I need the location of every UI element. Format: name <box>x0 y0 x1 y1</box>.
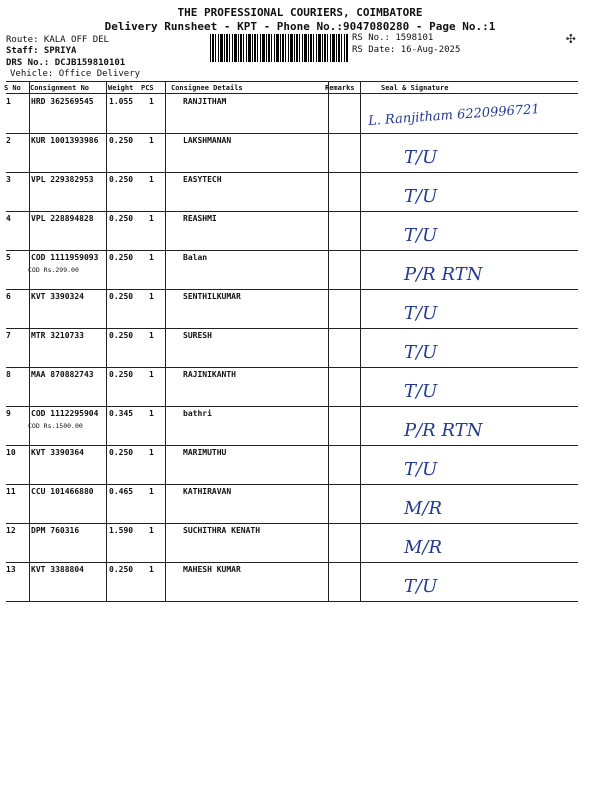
row-separator <box>6 523 578 524</box>
col-header-seal: Seal & Signature <box>381 84 449 92</box>
row-consignment-no: DPM 760316 <box>31 526 80 535</box>
vehicle-label: Vehicle: Office Delivery <box>10 69 141 79</box>
col-header-consignment: Consignment No <box>30 84 90 92</box>
row-consignee: SURESH <box>183 331 212 340</box>
row-weight: 1.055 <box>109 97 134 106</box>
row-cod-amount: COD Rs.1500.00 <box>28 422 83 430</box>
row-pcs: 1 <box>149 253 154 262</box>
row-consignee: bathri <box>183 409 212 418</box>
corner-mark: ✣ <box>566 28 576 47</box>
row-sno: 3 <box>6 175 11 184</box>
row-handwritten-signature: M/R <box>404 498 443 519</box>
row-handwritten-signature: T/U <box>404 303 438 324</box>
row-sno: 1 <box>6 97 11 106</box>
row-weight: 0.250 <box>109 565 134 574</box>
route-label: Route: KALA OFF DEL <box>6 35 109 45</box>
row-separator <box>6 211 578 212</box>
row-pcs: 1 <box>149 487 154 496</box>
company-title: THE PROFESSIONAL COURIERS, COIMBATORE <box>177 6 423 19</box>
col-header-remarks: Remarks <box>325 84 355 92</box>
row-weight: 0.250 <box>109 175 134 184</box>
col-header-sno: S No <box>4 84 21 92</box>
row-consignee: SUCHITHRA KENATH <box>183 526 261 535</box>
col-header-pcs: PCS <box>141 84 154 92</box>
row-consignee: EASYTECH <box>183 175 222 184</box>
header-bottom-rule <box>6 93 578 94</box>
row-separator <box>6 367 578 368</box>
row-separator <box>6 406 578 407</box>
row-separator <box>6 133 578 134</box>
rs-date: RS Date: 16-Aug-2025 <box>352 45 461 55</box>
row-separator <box>6 328 578 329</box>
row-consignee: REASHMI <box>183 214 217 223</box>
row-pcs: 1 <box>149 97 154 106</box>
row-consignment-no: COD 1111959093 <box>31 253 99 262</box>
row-consignee: MARIMUTHU <box>183 448 227 457</box>
col-header-weight: Weight <box>108 84 134 92</box>
row-handwritten-signature: T/U <box>404 576 438 597</box>
row-sno: 13 <box>6 565 16 574</box>
table-top-rule <box>6 81 578 82</box>
row-handwritten-signature: T/U <box>404 147 438 168</box>
row-consignment-no: VPL 228894828 <box>31 214 94 223</box>
row-handwritten-signature: T/U <box>404 342 438 363</box>
row-sno: 5 <box>6 253 11 262</box>
row-sno: 12 <box>6 526 16 535</box>
row-separator <box>6 484 578 485</box>
row-pcs: 1 <box>149 409 154 418</box>
row-consignment-no: KVT 3390324 <box>31 292 84 301</box>
row-handwritten-signature: T/U <box>404 186 438 207</box>
row-sno: 8 <box>6 370 11 379</box>
row-separator <box>6 445 578 446</box>
row-sno: 2 <box>6 136 11 145</box>
row-pcs: 1 <box>149 136 154 145</box>
row-consignment-no: MTR 3210733 <box>31 331 84 340</box>
row-weight: 0.345 <box>109 409 134 418</box>
row-consignment-no: CCU 101466880 <box>31 487 94 496</box>
row-handwritten-signature: P/R RTN <box>404 264 483 285</box>
row-sno: 11 <box>6 487 16 496</box>
row-pcs: 1 <box>149 214 154 223</box>
row-handwritten-signature: T/U <box>404 459 438 480</box>
row-consignee: LAKSHMANAN <box>183 136 232 145</box>
row-separator <box>6 601 578 602</box>
row-separator <box>6 250 578 251</box>
row-consignment-no: COD 1112295904 <box>31 409 99 418</box>
drs-number: DRS No.: DCJB159810101 <box>6 58 126 68</box>
row-sno: 4 <box>6 214 11 223</box>
row-pcs: 1 <box>149 370 154 379</box>
row-sno: 7 <box>6 331 11 340</box>
row-pcs: 1 <box>149 448 154 457</box>
row-weight: 0.250 <box>109 448 134 457</box>
row-weight: 0.250 <box>109 331 134 340</box>
row-weight: 0.465 <box>109 487 134 496</box>
row-sno: 10 <box>6 448 16 457</box>
row-handwritten-signature: P/R RTN <box>404 420 483 441</box>
runsheet-subtitle: Delivery Runsheet - KPT - Phone No.:9047080280 - Page No.:1 <box>104 20 496 33</box>
row-consignee: SENTHILKUMAR <box>183 292 241 301</box>
row-pcs: 1 <box>149 331 154 340</box>
row-consignment-no: VPL 229382953 <box>31 175 94 184</box>
row-consignee: MAHESH KUMAR <box>183 565 241 574</box>
row-weight: 0.250 <box>109 136 134 145</box>
row-pcs: 1 <box>149 175 154 184</box>
row-weight: 0.250 <box>109 292 134 301</box>
row-consignment-no: KUR 1001393986 <box>31 136 99 145</box>
row-pcs: 1 <box>149 565 154 574</box>
row-consignment-no: MAA 870882743 <box>31 370 94 379</box>
col-header-consignee: Consignee Details <box>171 84 243 92</box>
row-weight: 0.250 <box>109 253 134 262</box>
rs-number: RS No.: 1598101 <box>352 33 434 43</box>
row-separator <box>6 289 578 290</box>
row-consignee: Balan <box>183 253 208 262</box>
row-consignee: KATHIRAVAN <box>183 487 232 496</box>
row-separator <box>6 172 578 173</box>
row-consignment-no: HRD 362569545 <box>31 97 94 106</box>
row-separator <box>6 562 578 563</box>
row-weight: 1.590 <box>109 526 134 535</box>
barcode <box>210 34 348 62</box>
row-handwritten-signature: T/U <box>404 225 438 246</box>
row-cod-amount: COD Rs.299.00 <box>28 266 79 274</box>
row-consignment-no: KVT 3390364 <box>31 448 84 457</box>
row-pcs: 1 <box>149 526 154 535</box>
row-weight: 0.250 <box>109 214 134 223</box>
row-consignee: RAJINIKANTH <box>183 370 236 379</box>
staff-label: Staff: SPRIYA <box>6 46 77 56</box>
row-sno: 9 <box>6 409 11 418</box>
row-sno: 6 <box>6 292 11 301</box>
row-handwritten-signature: T/U <box>404 381 438 402</box>
row-weight: 0.250 <box>109 370 134 379</box>
row-handwritten-signature: L. Ranjitham 6220996721 <box>367 102 541 129</box>
row-handwritten-signature: M/R <box>404 537 443 558</box>
row-consignment-no: KVT 3388804 <box>31 565 84 574</box>
row-consignee: RANJITHAM <box>183 97 227 106</box>
row-pcs: 1 <box>149 292 154 301</box>
